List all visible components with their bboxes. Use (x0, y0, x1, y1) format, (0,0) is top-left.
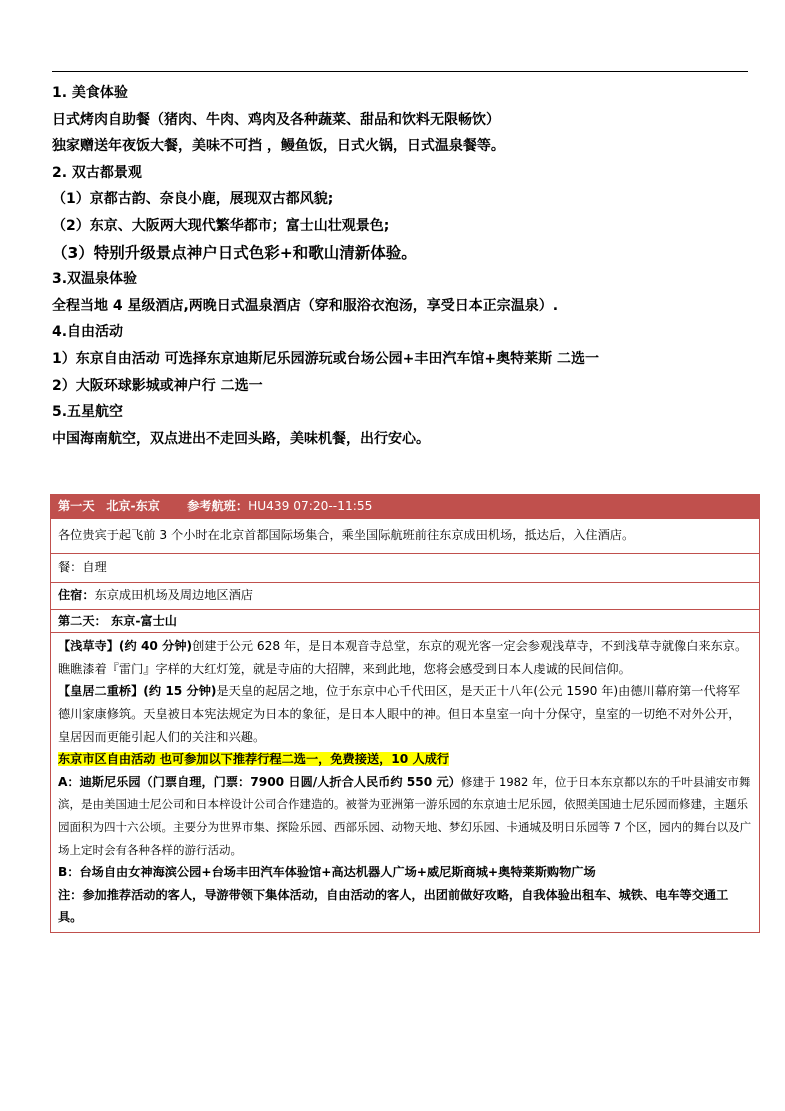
day1-flight: HU439 07:20--11:55 (248, 499, 373, 513)
day1-desc-row (51, 518, 760, 553)
day1-hotel-value: 东京成田机场及周边地区酒店 (94, 588, 253, 603)
day1-hotel (51, 582, 760, 609)
onsen-line-1: 全程当地 4 星级酒店,两晚日式温泉酒店（穿和服浴衣泡汤，享受日本正宗温泉）. (52, 297, 559, 314)
day2-title: 第二天： 东京-富士山 (51, 609, 760, 633)
day1-hotel-label: 住宿： (58, 588, 95, 603)
option-b-line: B：台场自由女神海滨公园+台场丰田汽车体验馆+高达机器人广场+威尼斯商城+奥特莱斯购物广场 (58, 865, 596, 880)
highlights-section (52, 80, 752, 452)
palace-desc: 是天皇的起居之地，位于东京中心千代田区，是天正十八年(公元 1590 年)由德川幕府第一代将军德川家康修筑。天皇被日本宪法规定为日本的象征，是日本人眼中的神。但日本皇室一向十分保守，皇室的一切绝不对外公开，皇居因而更能引起人们的关注和兴趣。 (58, 684, 741, 744)
day1-meal (51, 553, 760, 582)
free-line-2: 2）大阪环球影城或神户行 二选一 (52, 377, 263, 394)
day2-content (51, 633, 760, 933)
sensoji-title: 【浅草寺】(约 40 分钟) (58, 639, 193, 654)
day1-route: 北京-东京 (106, 499, 160, 513)
capitals-line-2: （2）东京、大阪两大现代繁华都市；富士山壮观景色; (52, 217, 390, 234)
free-activity-line (58, 748, 752, 771)
day2-title-row (51, 609, 760, 633)
day1-meal-value: 自理 (82, 560, 107, 575)
itinerary-table (50, 494, 760, 933)
section-airline-title: 5.五星航空 (52, 404, 124, 421)
capitals-line-3: （3）特别升级景点神户日式色彩+和歌山清新体验。 (52, 243, 417, 262)
free-activity-highlight: 东京市区自由活动 也可参加以下推荐行程二选一，免费接送，10 人成行 (58, 752, 450, 767)
day1-desc: 各位贵宾于起飞前 3 个小时在北京首都国际场集合，乘坐国际航班前往东京成田机场，抵达后，入住酒店。 (51, 518, 760, 553)
day1-meal-row (51, 553, 760, 582)
sensoji-paragraph (58, 635, 752, 680)
palace-paragraph (58, 680, 752, 748)
capitals-line-1: （1）京都古韵、奈良小鹿，展现双古都风貌; (52, 191, 334, 208)
airline-line-1: 中国海南航空，双点进出不走回头路，美味机餐，出行安心。 (52, 430, 430, 447)
day1-meal-label: 餐： (58, 560, 83, 575)
option-a-title: A：迪斯尼乐园（门票自理，门票：7900 日圆/人折合人民币约 550 元） (58, 774, 461, 789)
day1-header-row (51, 495, 760, 519)
option-a-desc: 修建于 1982 年，位于日本东京都以东的千叶县浦安市舞滨，是由美国迪士尼公司和日本梓设计公司合作建造的。被誉为亚洲第一游乐园的东京迪士尼乐园，依照美国迪士尼乐园而修建，主题乐园面积为四十六公顷。主要分为世界市集、探险乐园、西部乐园、动物天地、梦幻乐园、卡通城及明日乐园等 7 个区，园内的舞台以及广场上定时会有各种各样的游行活动。 (58, 774, 752, 857)
food-line-1: 日式烤肉自助餐（猪肉、牛肉、鸡肉及各种蔬菜、甜品和饮料无限畅饮） (52, 111, 500, 128)
day2-content-row (51, 633, 760, 933)
sensoji-desc: 创建于公元 628 年，是日本观音寺总堂，东京的观光客一定会参观浅草寺，不到浅草寺就像白来东京。瞧瞧漆着『雷门』字样的大红灯笼，就是寺庙的大招牌，来到此地，您将会感受到日本人虔诚的民间信仰。 (58, 639, 748, 676)
day1-flight-label: 参考航班： (187, 499, 249, 513)
header-rule (52, 71, 748, 72)
food-line-2: 独家赠送年夜饭大餐，美味不可挡 ，鳗鱼饭，日式火锅，日式温泉餐等。 (52, 138, 505, 155)
note-paragraph: 注：参加推荐活动的客人，导游带领下集体活动，自由活动的客人，出团前做好攻略，自我体验出租车、城铁、电车等交通工具。 (58, 887, 729, 925)
day1-hotel-row (51, 582, 760, 609)
section-free-title: 4.自由活动 (52, 324, 124, 341)
free-line-1: 1）东京自由活动 可选择东京迪斯尼乐园游玩或台场公园+丰田汽车馆+奥特莱斯 二选一 (52, 350, 599, 367)
section-food-title: 1. 美食体验 (52, 85, 128, 101)
palace-title: 【皇居二重桥】(约 15 分钟) (58, 684, 217, 699)
option-a-paragraph (58, 771, 752, 861)
section-capitals-title: 2. 双古都景观 (52, 164, 142, 181)
day1-label: 第一天 (58, 499, 95, 513)
day1-header (51, 495, 760, 519)
section-onsen-title: 3.双温泉体验 (52, 271, 138, 288)
